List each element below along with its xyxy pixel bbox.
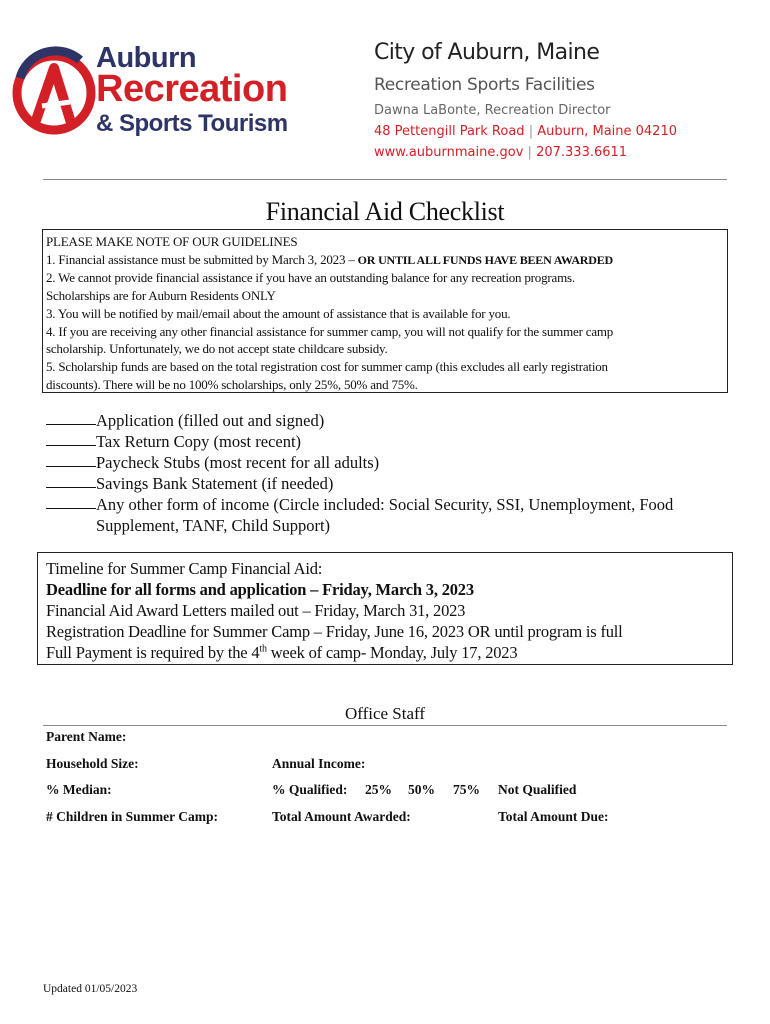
- logo-line-sports-tourism: & Sports Tourism: [96, 110, 288, 137]
- median-field[interactable]: % Median:: [46, 782, 112, 797]
- guideline-1-text: 1. Financial assistance must be submitted by March 3, 2023 –: [46, 251, 358, 267]
- city-heading: City of Auburn, Maine: [374, 40, 600, 65]
- logo-line-auburn: Auburn: [96, 42, 197, 74]
- timeline-box: [37, 552, 733, 665]
- timeline-award-letters: Financial Aid Award Letters mailed out – Friday, March 31, 2023: [46, 601, 466, 620]
- timeline-heading: Timeline for Summer Camp Financial Aid:: [46, 559, 323, 578]
- timeline-registration: Registration Deadline for Summer Camp – Friday, June 16, 2023 OR until program is full: [46, 622, 623, 641]
- checklist-item-label: Supplement, TANF, Child Support): [96, 516, 331, 535]
- timeline-payment: [46, 642, 732, 663]
- logo-line-recreation: Recreation: [96, 68, 288, 110]
- website-link[interactable]: www.auburnmaine.gov: [374, 145, 524, 160]
- parent-name-field[interactable]: Parent Name:: [46, 729, 127, 744]
- director-name: Dawna LaBonte, Recreation Director: [374, 103, 611, 118]
- guideline-item-2b: Scholarships are for Auburn Residents ONLY: [46, 288, 276, 304]
- checklist-item: [46, 473, 673, 494]
- address-city: Auburn, Maine 04210: [537, 124, 677, 139]
- phone-number: 207.333.6611: [536, 145, 628, 160]
- checklist-item-label: Application (filled out and signed): [96, 411, 325, 430]
- total-due-field[interactable]: Total Amount Due:: [498, 809, 609, 824]
- timeline-deadline: Deadline for all forms and application – Friday, March 3, 2023: [46, 580, 474, 599]
- guideline-item-4b: scholarship. Unfortunately, we do not accept state childcare subsidy.: [46, 341, 388, 357]
- checklist-item-label: Savings Bank Statement (if needed): [96, 474, 334, 493]
- checklist-item-label: Paycheck Stubs (most recent for all adults): [96, 453, 380, 472]
- payment-superscript: th: [259, 643, 267, 655]
- checkbox-blank-line[interactable]: [46, 431, 96, 446]
- qualified-option-75[interactable]: 75%: [453, 782, 480, 797]
- facility-subheading: Recreation Sports Facilities: [374, 75, 595, 95]
- address-street: 48 Pettengill Park Road: [374, 124, 525, 139]
- children-in-camp-field[interactable]: # Children in Summer Camp:: [46, 809, 219, 824]
- payment-text-end: week of camp- Monday, July 17, 2023: [266, 643, 518, 662]
- guideline-item-5: 5. Scholarship funds are based on the total registration cost for summer camp (this excludes all early registration: [46, 358, 608, 374]
- checkbox-blank-line[interactable]: [46, 410, 96, 425]
- updated-date: Updated 01/05/2023: [43, 983, 138, 995]
- office-divider: [43, 725, 727, 726]
- checklist-item-continuation: [46, 515, 673, 536]
- guideline-1-bold: OR UNTIL ALL FUNDS HAVE BEEN AWARDED: [357, 252, 613, 267]
- checkbox-blank-line[interactable]: [46, 473, 96, 488]
- separator: |: [527, 145, 532, 160]
- page-title: Financial Aid Checklist: [265, 197, 505, 226]
- checklist-item-label: Any other form of income (Circle included: Social Security, SSI, Unemployment, Food: [96, 495, 674, 514]
- guideline-item-1: [46, 251, 724, 270]
- separator: |: [528, 124, 534, 139]
- guideline-item-3: 3. You will be notified by mail/email about the amount of assistance that is available for you.: [46, 305, 511, 321]
- header-divider: [43, 179, 727, 180]
- checklist-item-label: Tax Return Copy (most recent): [96, 432, 302, 451]
- guideline-item-5b: discounts). There will be no 100% scholarships, only 25%, 50% and 75%.: [46, 376, 418, 392]
- not-qualified-option[interactable]: Not Qualified: [498, 782, 577, 797]
- document-checklist: [46, 410, 673, 536]
- checkbox-blank-line[interactable]: [46, 494, 96, 509]
- checklist-item: [46, 410, 673, 431]
- logo-emblem-icon: [10, 38, 100, 148]
- web-phone-line: [374, 145, 677, 160]
- letterhead-contact: [374, 40, 677, 160]
- auburn-recreation-logo: [10, 38, 340, 148]
- checklist-item: [46, 452, 673, 473]
- payment-text: Full Payment is required by the 4: [46, 643, 260, 662]
- qualified-option-50[interactable]: 50%: [408, 782, 435, 797]
- checklist-item: [46, 494, 673, 515]
- guideline-item-4: 4. If you are receiving any other financial assistance for summer camp, you will not qualify for the summer camp: [46, 323, 614, 339]
- qualified-label: % Qualified:: [272, 782, 348, 797]
- guidelines-box: [42, 229, 728, 393]
- address-line: [374, 124, 677, 139]
- office-staff-heading: Office Staff: [344, 704, 426, 723]
- total-awarded-field[interactable]: Total Amount Awarded:: [272, 809, 411, 824]
- guidelines-heading: PLEASE MAKE NOTE OF OUR GUIDELINES: [46, 234, 298, 249]
- checkbox-blank-line[interactable]: [46, 452, 96, 467]
- household-size-field[interactable]: Household Size:: [46, 756, 139, 771]
- guideline-item-2: 2. We cannot provide financial assistance if you have an outstanding balance for any recreation programs.: [46, 270, 575, 286]
- checklist-item: [46, 431, 673, 452]
- annual-income-field[interactable]: Annual Income:: [272, 756, 366, 771]
- qualified-option-25[interactable]: 25%: [365, 782, 392, 797]
